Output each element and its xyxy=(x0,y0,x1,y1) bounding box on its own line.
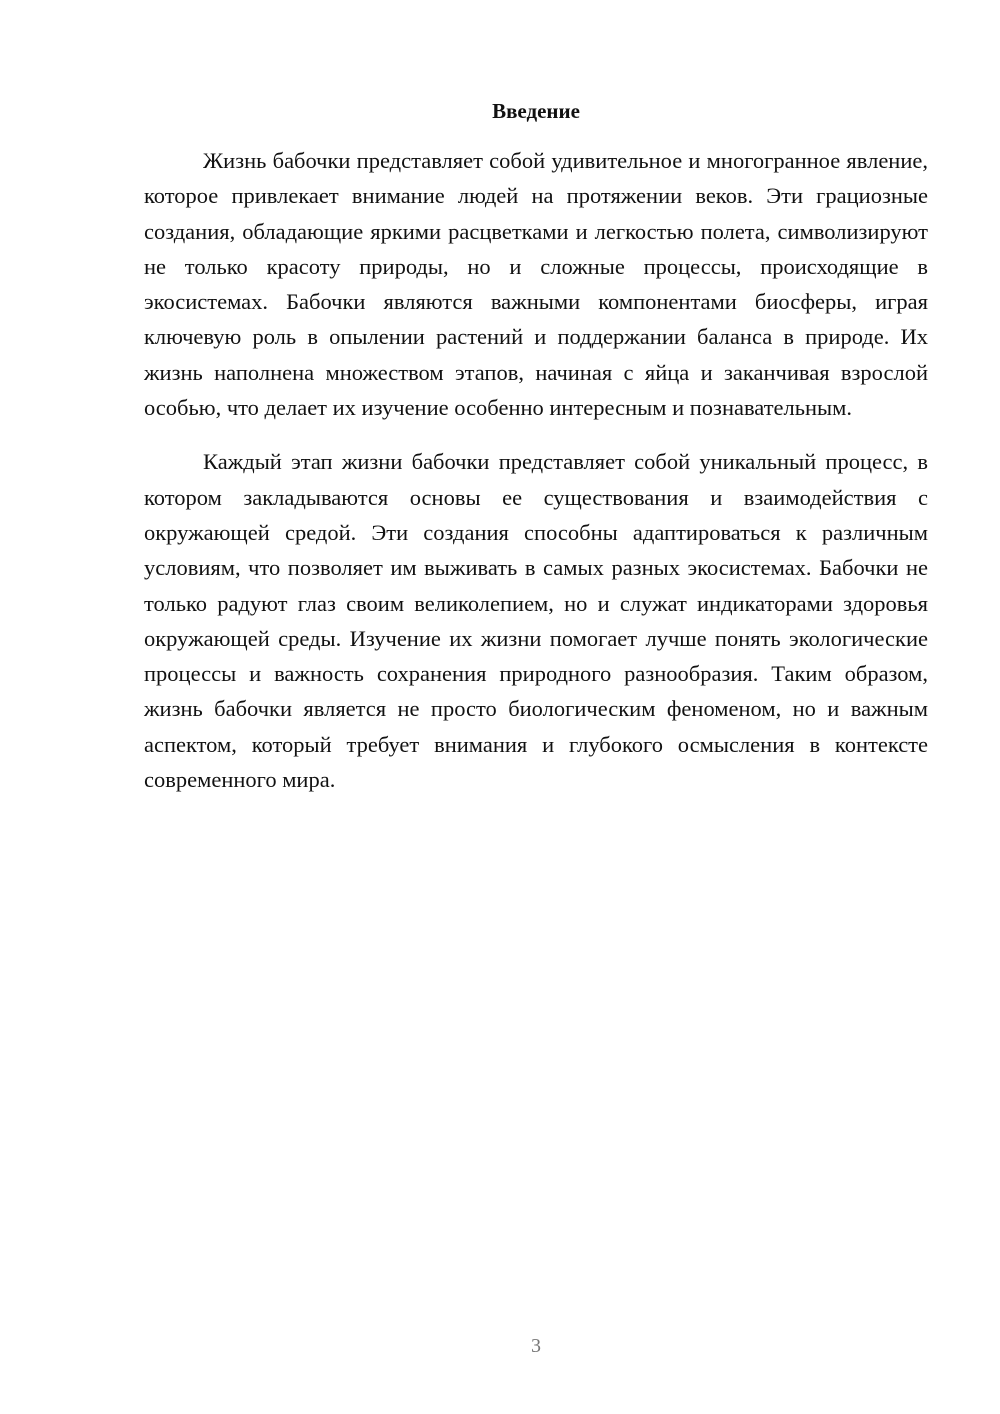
paragraph-1: Жизнь бабочки представляет собой удивительное и многогранное явление, которое привлекает внимание людей на протяжении веков. Эти грациозные создания, обладающие яркими расцветками и легкостью полета, символизируют не только красоту природы, но и сложные процессы, происходящие в экосистемах. Бабочки являются важными компонентами биосферы, играя ключевую роль в опылении растений и поддержании баланса в природе. Их жизнь наполнена множеством этапов, начиная с яйца и заканчивая взрослой особью, что делает их изучение особенно интересным и познавательным. xyxy=(144,148,928,421)
page-number: 3 xyxy=(531,1335,541,1357)
section-heading: Введение xyxy=(492,99,580,123)
body-text xyxy=(144,143,928,816)
paragraph-2: Каждый этап жизни бабочки представляет собой уникальный процесс, в котором закладываются основы ее существования и взаимодействия с окружающей средой. Эти создания способны адаптироваться к различным условиям, что позволяет им выживать в самых разных экосистемах. Бабочки не только радуют глаз своим великолепием, но и служат индикаторами здоровья окружающей среды. Изучение их жизни помогает лучше понять экологические процессы и важность сохранения природного разнообразия. Таким образом, жизнь бабочки является не просто биологическим феноменом, но и важным аспектом, который требует внимания и глубокого осмысления в контексте современного мира. xyxy=(144,449,928,793)
